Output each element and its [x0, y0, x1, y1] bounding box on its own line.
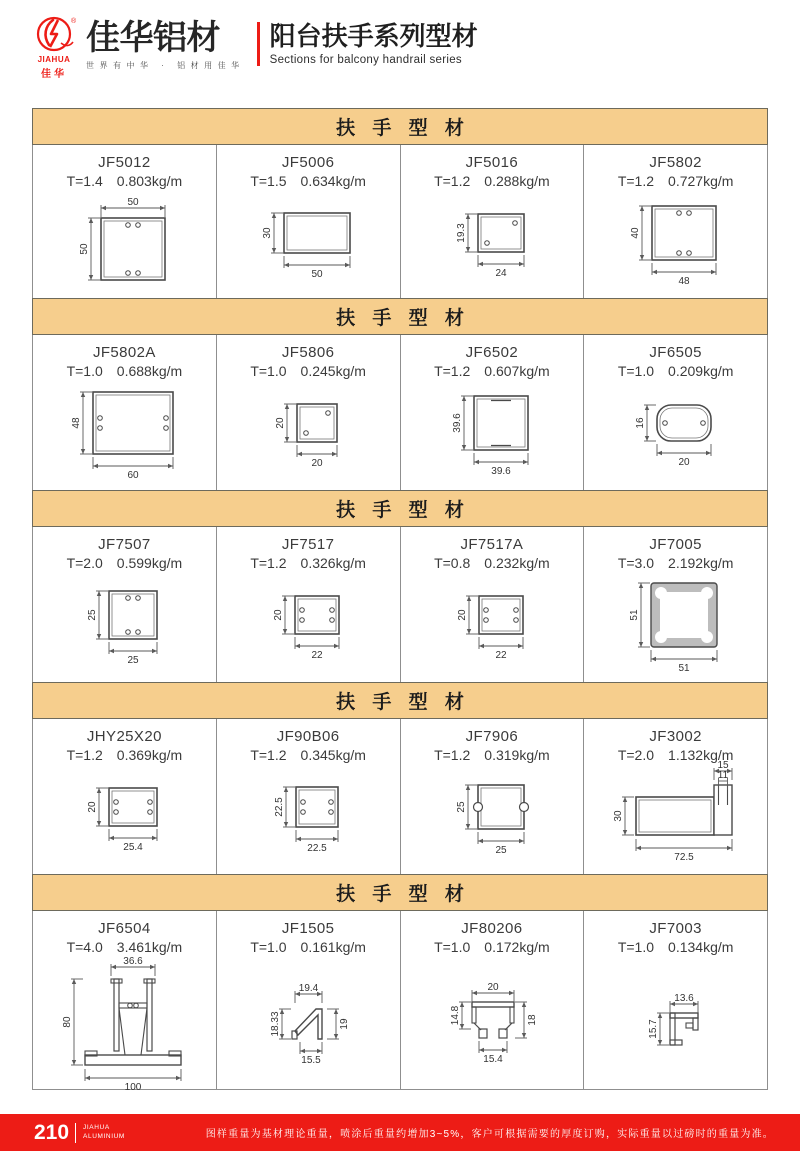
product-code: JF5016 — [465, 154, 519, 171]
product-code: JF6504 — [98, 920, 151, 937]
product-spec — [584, 363, 767, 379]
dim-label: 20 — [311, 458, 323, 469]
dim-label: 72.5 — [674, 852, 694, 863]
thickness-value: T=1.0 — [66, 363, 103, 379]
product-cell — [401, 527, 585, 682]
unit-weight-value: 0.345kg/m — [300, 747, 366, 763]
product-code: JF7003 — [649, 920, 702, 937]
dim-label: 25 — [87, 609, 98, 621]
profile-drawing — [217, 763, 401, 867]
dim-label: 19.4 — [298, 983, 318, 994]
dim-label: 15 — [717, 760, 729, 771]
product-cell — [401, 719, 585, 874]
product-spec — [217, 939, 400, 955]
profile-drawing — [217, 189, 401, 293]
dim-label: 15.5 — [301, 1055, 321, 1066]
unit-weight-value: 0.727kg/m — [668, 173, 734, 189]
product-cell — [33, 911, 217, 1093]
product-spec — [401, 363, 584, 379]
profile-drawing — [401, 571, 585, 675]
dim-label: 20 — [272, 609, 284, 621]
product-spec — [217, 363, 400, 379]
product-code: JF7507 — [98, 536, 151, 553]
product-cell — [401, 335, 585, 490]
dim-label: 30 — [261, 227, 273, 239]
profile-drawing — [401, 379, 585, 483]
profile-drawing — [401, 763, 585, 867]
section-title: 扶 手 型 材 — [336, 500, 470, 521]
product-code: JF6502 — [465, 344, 519, 361]
dim-label: 51 — [629, 609, 641, 621]
product-code: JF1505 — [281, 920, 335, 937]
section-header-bar — [32, 874, 768, 911]
thickness-value: T=1.0 — [434, 939, 471, 955]
product-cell — [584, 527, 767, 682]
registered-mark: ® — [71, 18, 77, 25]
dim-label: 20 — [678, 457, 690, 468]
dim-label: 60 — [127, 470, 139, 481]
unit-weight-value: 0.634kg/m — [300, 173, 366, 189]
unit-weight-value: 0.319kg/m — [484, 747, 550, 763]
dim-label: 39.6 — [451, 413, 463, 433]
thickness-value: T=1.2 — [434, 363, 471, 379]
dim-label: 100 — [124, 1082, 142, 1093]
profile-drawing — [33, 763, 217, 867]
dim-label: 13.6 — [674, 993, 694, 1004]
unit-weight-value: 0.326kg/m — [300, 555, 366, 571]
product-code: JF90B06 — [276, 728, 340, 745]
dim-label: 15.7 — [648, 1019, 660, 1039]
dim-label: 22 — [311, 650, 323, 661]
product-code: JF6505 — [649, 344, 702, 361]
thickness-value: T=1.2 — [250, 555, 287, 571]
product-code: JF5802A — [92, 344, 156, 361]
product-spec — [33, 555, 216, 571]
product-code: JF80206 — [461, 920, 523, 937]
product-cell — [584, 335, 767, 490]
footer-note: 图样重量为基材理论重量，喷涂后重量约增加3~5%，客户可根据需要的厚度订购，实际重量以过磅时的重量为准。 — [205, 1129, 774, 1140]
profile-drawing — [401, 189, 585, 293]
thickness-value: T=1.2 — [434, 173, 471, 189]
thickness-value: T=1.2 — [617, 173, 655, 189]
unit-weight-value: 2.192kg/m — [668, 555, 734, 571]
section-title: 扶 手 型 材 — [336, 308, 470, 329]
logo-text-cn: 佳华 — [41, 69, 67, 80]
profile-drawing — [584, 379, 768, 483]
product-row — [32, 527, 768, 682]
product-spec — [584, 173, 767, 189]
unit-weight-value: 0.688kg/m — [116, 363, 183, 379]
product-cell — [33, 335, 217, 490]
product-spec — [584, 939, 767, 955]
product-code: JF5802 — [649, 154, 702, 171]
thickness-value: T=1.2 — [434, 747, 471, 763]
dim-label: 16 — [635, 417, 647, 429]
dim-label: 14.8 — [449, 1005, 461, 1026]
thickness-value: T=1.2 — [250, 747, 287, 763]
profile-table — [32, 108, 768, 1093]
profile-drawing — [584, 189, 768, 293]
product-spec — [33, 939, 216, 955]
page-number: 210 — [34, 1121, 70, 1144]
unit-weight-value: 3.461kg/m — [116, 939, 183, 955]
section-title: 扶 手 型 材 — [336, 692, 470, 713]
section-header-bar — [32, 108, 768, 145]
thickness-value: T=4.0 — [66, 939, 103, 955]
product-cell — [217, 145, 401, 298]
thickness-value: T=2.0 — [617, 747, 655, 763]
dim-label: 22.5 — [273, 797, 285, 817]
product-code: JF5006 — [281, 154, 335, 171]
profile-drawing — [401, 955, 585, 1087]
profile-drawing — [584, 955, 768, 1087]
profile-drawing — [217, 379, 401, 483]
product-row — [32, 335, 768, 490]
dim-label: 19.3 — [455, 223, 467, 243]
dim-label: 22.5 — [307, 843, 327, 854]
product-cell — [584, 145, 767, 298]
profile-drawing — [584, 760, 768, 867]
page-header — [30, 8, 780, 84]
product-cell — [401, 911, 585, 1089]
unit-weight-value: 0.803kg/m — [116, 173, 183, 189]
thickness-value: T=1.2 — [66, 747, 103, 763]
product-cell — [217, 911, 401, 1089]
product-spec — [33, 363, 216, 379]
thickness-value: T=0.8 — [434, 555, 471, 571]
logo-text-en: JIAHUA — [37, 55, 71, 64]
unit-weight-value: 0.245kg/m — [300, 363, 366, 379]
product-spec — [33, 747, 216, 763]
unit-weight-value: 0.134kg/m — [668, 939, 734, 955]
product-spec — [217, 173, 400, 189]
thickness-value: T=2.0 — [66, 555, 103, 571]
unit-weight-value: 0.599kg/m — [116, 555, 183, 571]
thickness-value: T=1.4 — [66, 173, 103, 189]
brand-block — [86, 8, 245, 71]
header-divider — [257, 22, 260, 66]
product-row — [32, 719, 768, 874]
product-spec — [401, 939, 584, 955]
dim-label: 20 — [456, 609, 468, 621]
series-block — [270, 8, 478, 66]
dim-label: 50 — [79, 243, 90, 255]
product-code: JF3002 — [649, 728, 702, 745]
dim-label: 80 — [62, 1016, 73, 1028]
product-spec — [33, 173, 216, 189]
unit-weight-value: 0.161kg/m — [300, 939, 366, 955]
product-cell — [217, 527, 401, 682]
dim-label: 20 — [87, 801, 98, 813]
company-logo — [30, 8, 78, 80]
section-title: 扶 手 型 材 — [336, 118, 470, 139]
product-cell — [584, 911, 767, 1089]
profile-drawing — [33, 571, 217, 675]
product-spec — [401, 173, 584, 189]
dim-label: 15.4 — [482, 1054, 503, 1065]
product-cell — [401, 145, 585, 298]
product-code: JF7906 — [465, 728, 519, 745]
dim-label: 40 — [630, 227, 642, 239]
dim-label: 39.6 — [490, 466, 511, 477]
unit-weight-value: 0.209kg/m — [668, 363, 734, 379]
dim-label: 51 — [678, 663, 690, 674]
product-cell — [217, 719, 401, 874]
profile-drawing — [33, 379, 217, 483]
company-tagline: 世界有中华 · 铝材用佳华 — [86, 61, 245, 70]
product-code: JHY25X20 — [86, 728, 162, 745]
thickness-value: T=1.0 — [617, 363, 655, 379]
dim-label: 50 — [311, 269, 323, 280]
unit-weight-value: 0.172kg/m — [484, 939, 550, 955]
product-cell — [33, 527, 217, 682]
dim-label: 25 — [455, 801, 467, 813]
dim-label: 11 — [718, 770, 729, 781]
dim-label: 20 — [486, 982, 499, 993]
section-header-bar — [32, 490, 768, 527]
section-header-bar — [32, 298, 768, 335]
dim-label: 25.4 — [123, 842, 143, 853]
dim-label: 36.6 — [123, 956, 143, 967]
profile-drawing — [217, 955, 401, 1087]
dim-label: 30 — [613, 810, 625, 822]
dim-label: 20 — [274, 417, 286, 429]
thickness-value: T=1.0 — [250, 939, 287, 955]
dim-label: 50 — [127, 197, 139, 208]
product-spec — [217, 555, 400, 571]
profile-drawing — [217, 571, 401, 675]
unit-weight-value: 1.132kg/m — [668, 747, 734, 763]
dim-label: 25 — [127, 655, 139, 666]
product-cell — [217, 335, 401, 490]
profile-drawing — [33, 189, 217, 293]
profile-drawing — [33, 955, 217, 1093]
footer-divider — [75, 1123, 76, 1143]
dim-label: 25 — [494, 845, 507, 856]
page-footer — [0, 1114, 800, 1151]
unit-weight-value: 0.369kg/m — [116, 747, 183, 763]
unit-weight-value: 0.232kg/m — [484, 555, 550, 571]
product-cell — [33, 719, 217, 874]
product-spec — [584, 747, 767, 763]
product-cell — [584, 719, 767, 874]
product-row — [32, 911, 768, 1093]
product-code: JF7517A — [460, 536, 524, 553]
footer-brand-line2: ALUMINIUM — [83, 1132, 125, 1140]
thickness-value: T=3.0 — [617, 555, 655, 571]
product-row — [32, 145, 768, 298]
dim-label: 18 — [526, 1014, 538, 1026]
dim-label: 48 — [71, 417, 82, 429]
product-spec — [217, 747, 400, 763]
footer-brand-line1: JIAHUA — [83, 1124, 110, 1132]
section-title: 扶 手 型 材 — [336, 884, 470, 905]
footer-brand — [83, 1124, 125, 1140]
unit-weight-value: 0.288kg/m — [484, 173, 550, 189]
company-name: 佳华铝材 — [86, 19, 220, 57]
dim-label: 24 — [494, 268, 507, 279]
product-spec — [401, 747, 584, 763]
thickness-value: T=1.0 — [250, 363, 287, 379]
product-spec — [401, 555, 584, 571]
jiahua-logo-icon — [34, 14, 77, 54]
thickness-value: T=1.5 — [250, 173, 287, 189]
product-code: JF5806 — [281, 344, 335, 361]
product-code: JF5012 — [98, 154, 151, 171]
series-subtitle: Sections for balcony handrail series — [269, 53, 462, 66]
dim-label: 22 — [494, 650, 507, 661]
thickness-value: T=1.0 — [617, 939, 655, 955]
unit-weight-value: 0.607kg/m — [484, 363, 550, 379]
product-spec — [584, 555, 767, 571]
dim-label: 18.33 — [269, 1011, 281, 1037]
profile-drawing — [584, 571, 768, 675]
dim-label: 19 — [338, 1018, 350, 1030]
product-cell — [33, 145, 217, 298]
product-code: JF7517 — [281, 536, 335, 553]
series-title: 阳台扶手系列型材 — [269, 21, 478, 51]
product-code: JF7005 — [649, 536, 702, 553]
dim-label: 48 — [678, 276, 690, 287]
section-header-bar — [32, 682, 768, 719]
